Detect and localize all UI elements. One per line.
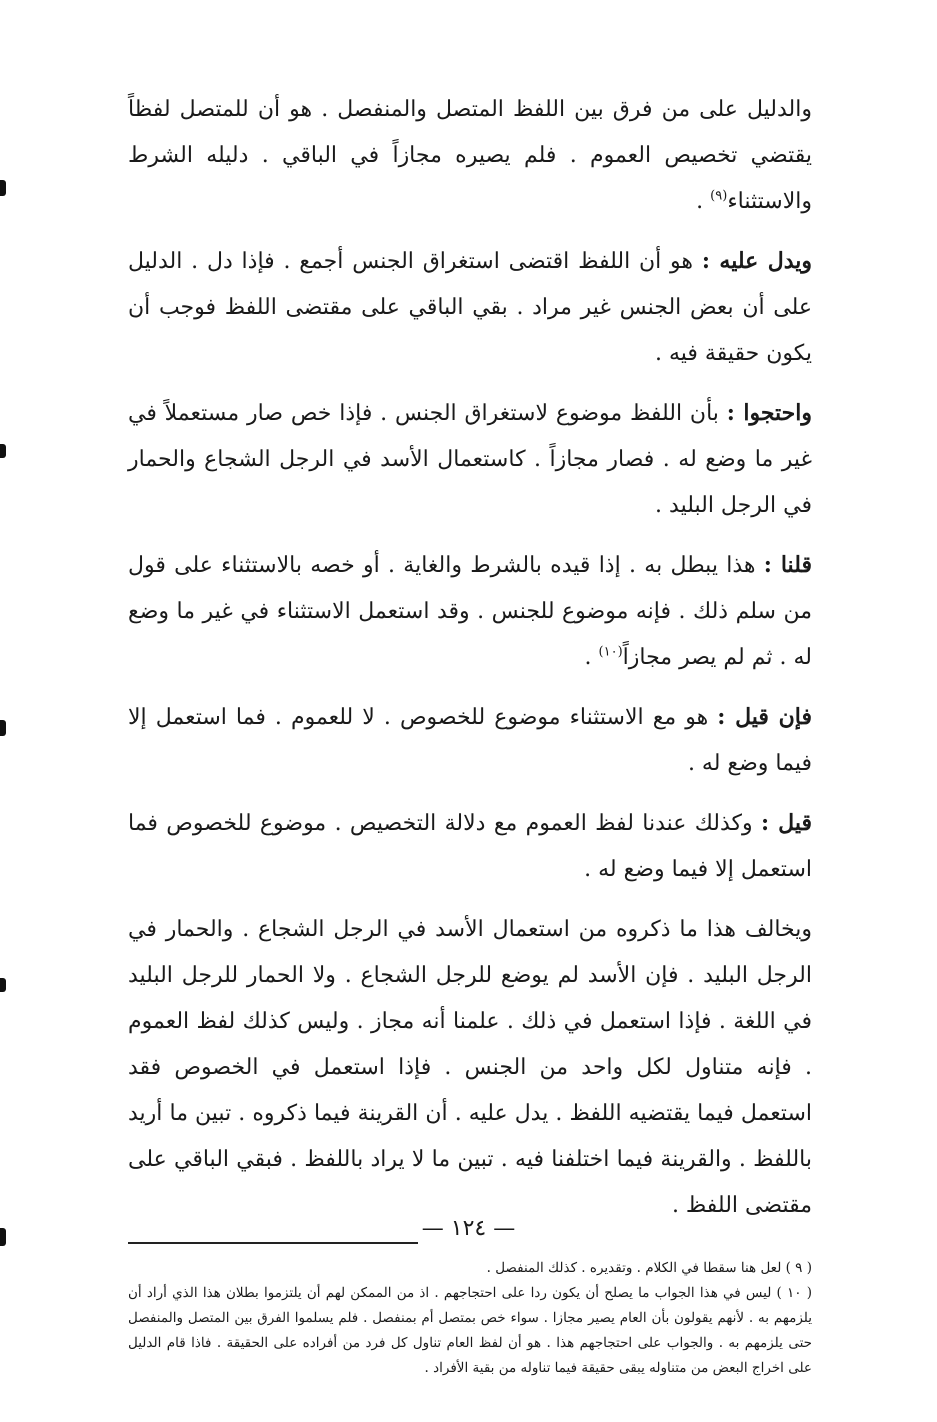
paragraph — [128, 390, 812, 529]
paragraph-text: هو مع الاستثناء موضوع للخصوص . لا للعموم . فما استعمل إلا فيما وضع له . — [128, 705, 812, 776]
footnote-9: ( ٩ ) لعل هنا سقطا في الكلام . وتقديره . كذلك المنفصل . — [486, 1260, 812, 1276]
scan-edge-mark — [0, 978, 6, 992]
footnote-divider — [128, 1242, 418, 1244]
page-body — [128, 86, 812, 1381]
paragraph-lead: قيل : — [761, 810, 812, 836]
scan-edge-mark — [0, 720, 6, 736]
paragraph-text: ويخالف هذا ما ذكروه من استعمال الأسد في الرجل الشجاع . والحمار في الرجل البليد . فإن الأسد لم يوضع للرجل الشجاع . ولا الحمار للرجل البليد في اللغة . فإذا استعمل في ذلك . علمنا أنه مجاز . وليس كذلك لفظ العموم . فإنه متناول لكل واحد من الجنس . فإذا استعمل في الخصوص فقد استعمل فيما يقتضيه اللفظ . يدل عليه . أن القرينة فيما ذكروه . تبين ما أريد باللفظ . والقرينة فيما اختلفنا فيه . تبين ما لا يراد باللفظ . فبقي الباقي على مقتضى اللفظ . — [128, 917, 812, 1218]
paragraph-lead: ويدل عليه : — [701, 248, 812, 274]
paragraph-text: وكذلك عندنا لفظ العموم مع دلالة التخصيص . موضوع للخصوص فما استعمل إلا فيما وضع له . — [128, 811, 812, 882]
paragraph-lead: فإن قيل : — [717, 704, 812, 730]
footnote-ref[interactable]: (٩) — [710, 188, 728, 204]
paragraph-tail: . — [584, 645, 599, 670]
paragraph-tail: . — [696, 189, 711, 214]
paragraph-text: بأن اللفظ موضوع لاستغراق الجنس . فإذا خص صار مستعملاً في غير ما وضع له . فصار مجازاً . كاستعمال الأسد في الرجل الشجاع والحمار في الرجل البليد . — [128, 401, 812, 518]
footnote-ref[interactable]: (١٠) — [598, 644, 623, 660]
paragraph — [128, 694, 812, 787]
footnote-10: ( ١٠ ) ليس في هذا الجواب ما يصلح أن يكون ردا على احتجاجهم . اذ من الممكن لهم أن يلتزموا بطلان هذا الذي أراد أن يلزمهم به . لأنهم يقولون بأن العام يصير مجازا . سواء خص بمتصل أم بمنفصل . فلم يسلموا الفرق بين المتصل والمنفصل حتى يلزمهم به . والجواب على احتجاجهم هذا . هو أن لفظ العام تناول كل فرد من أفراده على الحقيقة . فاذا قام الدليل على اخراج البعض من متناوله يبقى حقيقة فيما تناوله من بقية الأفراد . — [128, 1285, 813, 1376]
scan-edge-mark — [0, 180, 6, 196]
scan-edge-mark — [0, 444, 6, 458]
paragraph — [128, 542, 812, 681]
paragraph-text: هذا يبطل به . إذا قيده بالشرط والغاية . أو خصه بالاستثناء على قول من سلم ذلك . فإنه موضوع للجنس . وقد استعمل الاستثناء في غير ما وضع له . ثم لم يصر مجازاً — [128, 553, 812, 670]
paragraph — [128, 906, 812, 1229]
paragraph-lead: قلنا : — [763, 552, 812, 578]
paragraph — [128, 238, 812, 377]
paragraph — [128, 86, 812, 225]
paragraph — [128, 800, 812, 893]
paragraph-lead: واحتجوا : — [726, 400, 812, 426]
paragraph-text: والدليل على من فرق بين اللفظ المتصل والمنفصل . هو أن للمتصل لفظاً يقتضي تخصيص العموم . فلم يصيره مجازاً في الباقي . دليله الشرط والاستثناء — [128, 97, 812, 214]
page-number: — ١٢٤ — — [421, 1216, 516, 1241]
paragraph-text: هو أن اللفظ اقتضى استغراق الجنس أجمع . فإذا دل . الدليل على أن بعض الجنس غير مراد . بقي الباقي على مقتضى اللفظ فوجب أن يكون حقيقة فيه . — [128, 249, 812, 366]
